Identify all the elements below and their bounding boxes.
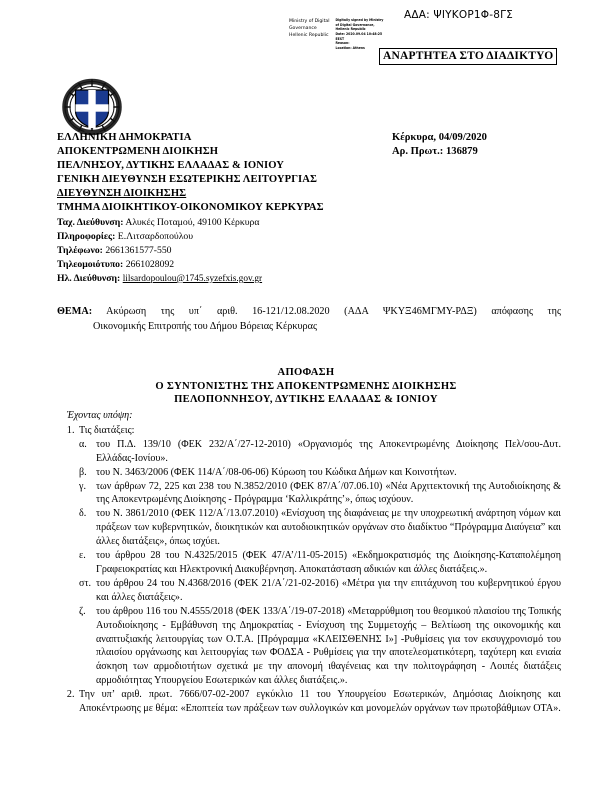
- signature-authority-line2: Governance: [289, 26, 317, 32]
- signature-detail-line7: Location: Athens: [335, 45, 365, 50]
- authority-line-4: ΓΕΝΙΚΗ ΔΙΕΥΘΥΝΣΗ ΕΣΩΤΕΡΙΚΗΣ ΛΕΙΤΟΥΡΓΙΑΣ: [57, 174, 318, 186]
- provision-text: του Ν. 3463/2006 (ΦΕΚ 114/Α΄/08-06-06) Κύρωση του Κώδικα Δήμων και Κοινοτήτων.: [96, 466, 457, 478]
- subject-label: ΘΕΜΑ:: [57, 306, 93, 317]
- decision-issuer-line-2: ΠΕΛΟΠΟΝΝΗΣΟΥ, ΔΥΤΙΚΗΣ ΕΛΛΑΔΑΣ & ΙΟΝΙΟΥ: [174, 394, 438, 406]
- provision-text: του άρθρου 24 του Ν.4368/2016 (ΦΕΚ 21/Α΄/21-02-2016) «Μέτρα για την επιτάχυνση του κυβερνητικού έργου και άλλες διατάξεις».: [96, 577, 561, 603]
- signature-detail-line2: of Digital Governance,: [335, 22, 375, 27]
- provision-text: του Π.Δ. 139/10 (ΦΕΚ 232/Α΄/27-12-2010) «Οργανισμός της Αποκεντρωμένης Διοίκησης Πελ/σου-Δυτ. Ελλάδας-Ιονίου».: [96, 438, 561, 464]
- contact-email-label: Ηλ. Διεύθυνση:: [57, 272, 121, 284]
- contact-fax-value: 2661028092: [125, 258, 175, 270]
- authority-line-6: ΤΜΗΜΑ ΔΙΟΙΚΗΤΙΚΟΥ-ΟΙΚΟΝΟΜΙΚΟΥ ΚΕΡΚΥΡΑΣ: [57, 202, 324, 214]
- provision-marker: γ.: [79, 480, 86, 492]
- coat-of-arms-icon: [62, 78, 122, 136]
- digital-signature-stamp: [289, 18, 383, 50]
- publication-stamp: ΑΝΑΡΤΗΤΕΑ ΣΤΟ ΔΙΑΔΙΚΤΥΟ: [379, 48, 557, 65]
- subject-line-1: Ακύρωση της υπ΄ αριθ. 16-121/12.08.2020 (ΑΔΑ ΨΚΥΞ46ΜΓΜΥ-ΡΔΞ) απόφασης της: [106, 306, 562, 317]
- provision-text: του Ν. 3861/2010 (ΦΕΚ 112/Α΄/13.07.2010) «Ενίσχυση της διαφάνειας με την υποχρεωτική ανάρτηση νόμων και πράξεων των κυβερνητικών, διοικητικών και αυτοδιοικητικών οργάνων στο διαδίκτυο “Πρόγραμμα Διαύγεια” και άλλες διατάξεις», όπως ισχύει.: [96, 508, 561, 548]
- signature-authority-line1: Ministry of Digital: [289, 19, 330, 24]
- contact-address-value: Αλυκές Ποταμού, 49100 Κέρκυρα: [125, 216, 260, 228]
- signature-detail-line4: Date: 2020.09.04 10:48:25: [335, 31, 383, 36]
- authority-line-2: ΑΠΟΚΕΝΤΡΩΜΕΝΗ ΔΙΟΙΚΗΣΗ: [57, 146, 219, 158]
- decision-title: ΑΠΟΦΑΣΗ: [277, 367, 335, 378]
- signature-details: [335, 18, 383, 50]
- provision-marker: β.: [79, 466, 87, 478]
- contact-email: [57, 272, 324, 286]
- legal-basis-item-2: [77, 688, 561, 716]
- legal-basis-list: [57, 424, 561, 716]
- provision-item: [79, 438, 561, 466]
- preamble-text: Έχοντας υπόψη:: [67, 410, 133, 421]
- provision-item: [79, 480, 561, 508]
- authority-line-1: ΕΛΛΗΝΙΚΗ ΔΗΜΟΚΡΑΤΙΑ: [57, 132, 192, 143]
- contact-phone-label: Τηλέφωνο:: [57, 244, 103, 256]
- contact-email-value[interactable]: lilsardopoulou@1745.syzefxis.gov.gr: [122, 273, 263, 284]
- signature-authority: [289, 18, 329, 39]
- provision-text: του άρθρου 116 του Ν.4555/2018 (ΦΕΚ 133/Α΄/19-07-2018) «Μεταρρύθμιση του θεσμικού πλαισίου της Τοπικής Αυτοδιοίκησης - Εμβάθυνση της Δημοκρατίας - Ενίσχυση της Συμμετοχής – Βελτίωση της οικονομικής και αναπτυξιακής λειτουργίας των Ο.Τ.Α. [Πρόγραμμα «ΚΛΕΙΣΘΕΝΗΣ Ι»] -Ρυθμίσεις για τον εκσυγχρονισμό του πλαισίου οργάνωσης και λειτουργίας των ΦΟΔΣΑ - Ρυθμίσεις για την αποτελεσματικότερη, ταχύτερη και ενιαία άσκηση των αρμοδιοτήτων σχετικά με την απονομή ιθαγένειας και την πολιτογράφηση - Λοιπές διατάξεις αρμοδιότητας Υπουργείου Εσωτερικών και άλλες διατάξεις.».: [96, 605, 561, 687]
- protocol-number: Αρ. Πρωτ.: 136879: [392, 146, 478, 158]
- subject-line-2: Οικονομικής Επιτροπής του Δήμου Βόρειας Κέρκυρας: [93, 320, 317, 332]
- issuing-authority-block: [57, 131, 324, 286]
- decision-title-block: [0, 366, 612, 407]
- decision-body: [57, 409, 561, 716]
- signature-authority-line3: Hellenic Republic: [289, 33, 329, 39]
- contact-info-label: Πληροφορίες:: [57, 230, 116, 242]
- provisions-list: [79, 438, 561, 688]
- contact-address-label: Ταχ. Διεύθυνση:: [57, 216, 124, 228]
- contact-phone-value: 2661361577-550: [105, 244, 172, 256]
- decision-issuer-line-1: Ο ΣΥΝΤΟΝΙΣΤΗΣ ΤΗΣ ΑΠΟΚΕΝΤΡΩΜΕΝΗΣ ΔΙΟΙΚΗΣΗΣ: [155, 380, 457, 392]
- provision-marker: δ.: [79, 508, 87, 520]
- place-date-block: [392, 131, 487, 159]
- provision-text: του άρθρου 28 του Ν.4325/2015 (ΦΕΚ 47/Α’/11-05-2015) «Εκδημοκρατισμός της Διοίκησης-Καταπολέμηση Γραφειοκρατίας και Ηλεκτρονική Διακυβέρνηση. Αποκατάσταση αδικιών και άλλες διατάξεις.».: [96, 550, 561, 575]
- provision-item: [79, 507, 561, 549]
- place-and-date: Κέρκυρα, 04/09/2020: [392, 132, 487, 143]
- provision-item: [79, 549, 561, 577]
- authority-line-5: ΔΙΕΥΘΥΝΣΗ ΔΙΟΙΚΗΣΗΣ: [57, 188, 187, 200]
- signature-detail-line5: EEST: [335, 36, 345, 41]
- signature-detail-line3: Hellenic Republic: [335, 27, 366, 32]
- contact-fax: [57, 258, 324, 272]
- ada-code: ΑΔΑ: ΨΙΥΚΟΡ1Φ-8ΓΣ: [404, 9, 513, 21]
- contact-info: [57, 230, 324, 244]
- provision-marker: ζ.: [79, 605, 86, 617]
- contact-fax-label: Τηλεομοιότυπο:: [57, 258, 124, 270]
- provision-marker: στ.: [79, 577, 92, 589]
- legal-basis-item-1: [77, 424, 561, 688]
- provision-marker: ε.: [79, 550, 86, 562]
- legal-basis-item-1-intro: 1. Τις διατάξεις:: [79, 424, 135, 436]
- signature-detail-line1: Digitally signed by Ministry: [335, 18, 384, 22]
- subject-block: [57, 305, 561, 334]
- provision-marker: α.: [79, 438, 87, 450]
- legal-basis-item-2-text: 2. Την υπ’ αριθ. πρωτ. 7666/07-02-2007 εγκύκλιο 11 του Υπουργείου Εσωτερικών, Δημόσιας Διοίκησης και Αποκέντρωσης με θέμα: «Εποπτεία των πράξεων των συλλογικών και μονομελών οργάνων των πρωτοβάθμιων ΟΤΑ».: [79, 689, 561, 715]
- authority-line-3: ΠΕΛ/ΝΗΣΟΥ, ΔΥΤΙΚΗΣ ΕΛΛΑΔΑΣ & ΙΟΝΙΟΥ: [57, 160, 285, 172]
- signature-detail-line6: Reason:: [335, 41, 350, 46]
- provision-item: [79, 466, 561, 480]
- provision-item: [79, 577, 561, 605]
- contact-info-value: Ε.Λιτσαρδοπούλου: [117, 230, 194, 242]
- provision-item: [79, 605, 561, 688]
- contact-phone: [57, 244, 324, 258]
- contact-address: [57, 216, 324, 230]
- provision-text: των άρθρων 72, 225 και 238 του Ν.3852/2010 (ΦΕΚ 87/Α΄/07.06.10) «Νέα Αρχιτεκτονική της Αυτοδιοίκησης & της Αποκεντρωμένης Διοίκησης - Πρόγραμμα ‘Καλλικράτης’», όπως ισχύουν.: [96, 480, 561, 506]
